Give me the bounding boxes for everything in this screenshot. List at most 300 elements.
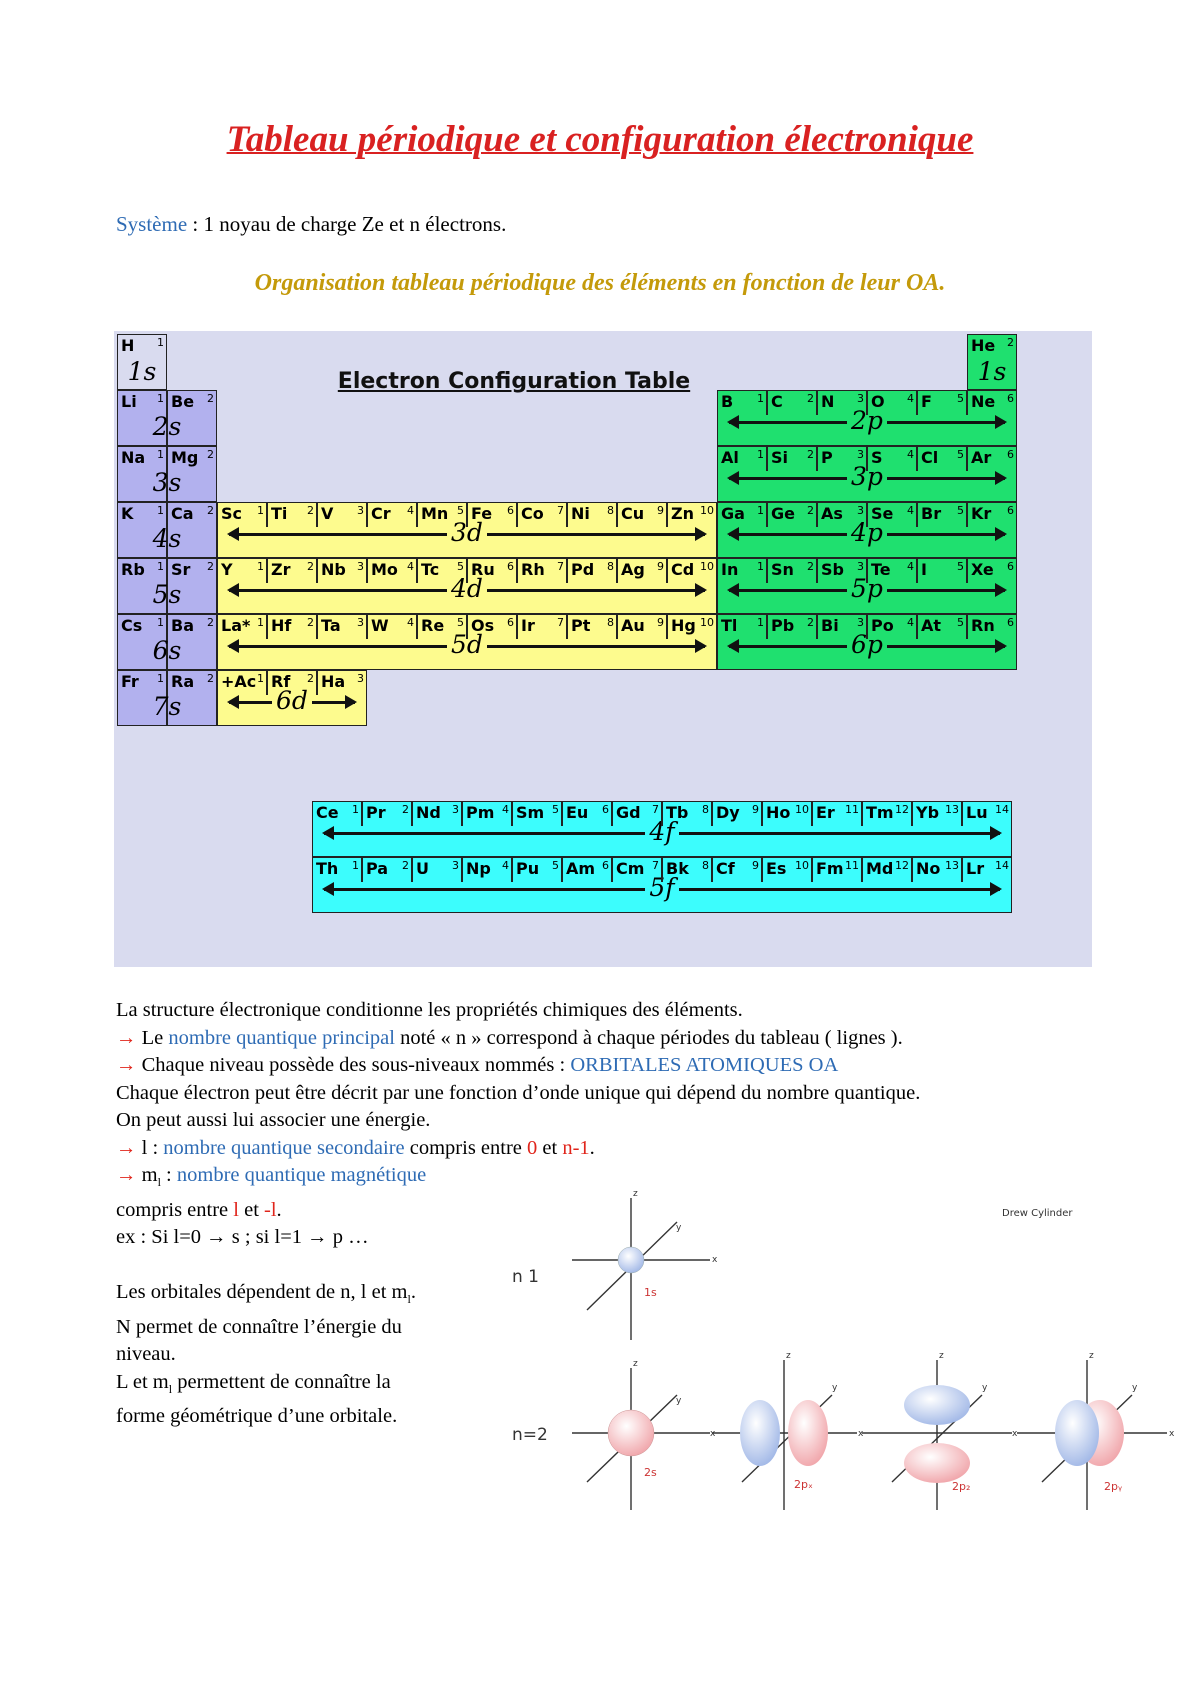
text-fragment: L et m — [116, 1370, 169, 1393]
element-symbol: Cm — [616, 859, 645, 878]
axis-label-y: y — [676, 1396, 682, 1406]
element-symbol: Au — [621, 616, 645, 635]
arrow-icon: → — [116, 1054, 137, 1076]
element-symbol: Np — [466, 859, 491, 878]
text-line-9: ex : Si l=0 → s ; si l=1 → p … — [116, 1226, 369, 1249]
element-cell — [417, 558, 467, 583]
element-symbol: Ga — [721, 504, 745, 523]
element-symbol: Ne — [971, 392, 996, 411]
level-label-n2: n=2 — [512, 1425, 548, 1445]
electron-count: 7 — [557, 504, 564, 517]
electron-count: 3 — [857, 616, 864, 629]
element-symbol: Tl — [721, 616, 738, 635]
electron-count: 1 — [157, 392, 164, 405]
element-cell — [317, 558, 367, 583]
section-subtitle: Organisation tableau périodique des éléments en fonction de leur OA. — [254, 270, 946, 296]
electron-count: 13 — [945, 803, 959, 816]
electron-count: 5 — [957, 392, 964, 405]
highlight-term: nombre quantique secondaire — [163, 1136, 405, 1159]
element-cell — [312, 801, 362, 826]
element-symbol: Rn — [971, 616, 995, 635]
element-symbol: Er — [816, 803, 835, 822]
electron-count: 1 — [257, 672, 264, 685]
element-symbol: Lr — [966, 859, 985, 878]
element-symbol: Fm — [816, 859, 844, 878]
element-symbol: Re — [421, 616, 445, 635]
electron-count: 6 — [602, 803, 609, 816]
electron-count: 11 — [845, 859, 859, 872]
element-symbol: Be — [171, 392, 195, 411]
element-cell — [817, 502, 867, 527]
element-cell — [712, 801, 762, 826]
element-symbol: Se — [871, 504, 894, 523]
axis-label-z: z — [786, 1351, 791, 1361]
element-symbol: W — [371, 616, 389, 635]
text-fragment: et — [238, 1198, 265, 1221]
element-symbol: Pu — [516, 859, 540, 878]
system-label: Système — [116, 212, 188, 236]
element-cell — [762, 857, 812, 882]
element-symbol: Hf — [271, 616, 292, 635]
subshell-label: 5f — [645, 873, 678, 902]
element-cell — [317, 670, 367, 695]
electron-count: 8 — [607, 504, 614, 517]
element-symbol: Am — [566, 859, 596, 878]
axis-label-z: z — [633, 1190, 638, 1199]
element-cell — [317, 502, 367, 527]
element-symbol: Gd — [616, 803, 641, 822]
element-cell — [667, 558, 717, 583]
element-symbol: Ni — [571, 504, 590, 523]
element-cell — [617, 614, 667, 639]
axis-label-x: x — [1169, 1429, 1175, 1439]
element-cell — [717, 614, 767, 639]
electron-count: 3 — [857, 448, 864, 461]
electron-count: 10 — [700, 504, 714, 517]
electron-count: 2 — [207, 392, 214, 405]
element-symbol: Sm — [516, 803, 545, 822]
element-cell — [862, 801, 912, 826]
element-symbol: La* — [221, 616, 251, 635]
element-symbol: Ra — [171, 672, 195, 691]
element-symbol: Zr — [271, 560, 291, 579]
electron-count: 1 — [257, 504, 264, 517]
electron-count: 6 — [1007, 504, 1014, 517]
element-cell — [962, 801, 1012, 826]
electron-count: 1 — [757, 616, 764, 629]
electron-count: 6 — [1007, 392, 1014, 405]
subshell-label: 3d — [447, 518, 487, 547]
electron-count: 8 — [702, 859, 709, 872]
element-symbol: U — [416, 859, 429, 878]
electron-count: 2 — [207, 616, 214, 629]
text-line-12: niveau. — [116, 1343, 176, 1366]
element-symbol: Pr — [366, 803, 386, 822]
electron-count: 2 — [807, 392, 814, 405]
system-line — [116, 212, 506, 237]
element-symbol: Rb — [121, 560, 145, 579]
element-symbol: B — [721, 392, 734, 411]
element-cell — [517, 558, 567, 583]
element-symbol: Bi — [821, 616, 839, 635]
element-symbol: Pb — [771, 616, 795, 635]
element-symbol: Ho — [766, 803, 791, 822]
element-cell — [717, 390, 767, 415]
subscript: l — [157, 1175, 161, 1190]
highlight-term: ORBITALES ATOMIQUES OA — [570, 1054, 839, 1076]
element-symbol: Rh — [521, 560, 545, 579]
element-cell — [867, 502, 917, 527]
element-symbol: Md — [866, 859, 894, 878]
electron-count: 7 — [557, 616, 564, 629]
text-fragment: : — [160, 1164, 177, 1186]
element-symbol: Zn — [671, 504, 694, 523]
element-symbol: C — [771, 392, 783, 411]
axis-label-x: x — [712, 1255, 718, 1265]
subshell-label: 3p — [847, 462, 887, 491]
axis-label-z: z — [1089, 1351, 1094, 1361]
axis-label-y: y — [982, 1383, 988, 1393]
element-symbol: He — [971, 336, 996, 355]
element-cell — [617, 502, 667, 527]
element-symbol: Pd — [571, 560, 595, 579]
text-fragment: . — [276, 1198, 282, 1221]
element-cell — [912, 801, 962, 826]
highlight-value: n-1 — [562, 1136, 590, 1159]
electron-count: 2 — [207, 504, 214, 517]
element-cell — [862, 857, 912, 882]
text-line-11: N permet de connaître l’énergie du — [116, 1315, 402, 1338]
element-cell — [962, 857, 1012, 882]
element-cell — [562, 801, 612, 826]
element-cell — [612, 857, 662, 882]
text-fragment: . — [589, 1136, 595, 1159]
element-symbol: O — [871, 392, 885, 411]
element-cell — [667, 502, 717, 527]
element-cell — [667, 614, 717, 639]
element-symbol: Cu — [621, 504, 645, 523]
element-symbol: Tm — [866, 803, 894, 822]
electron-count: 2 — [307, 504, 314, 517]
element-cell — [617, 558, 667, 583]
element-cell — [917, 390, 967, 415]
element-symbol: Eu — [566, 803, 589, 822]
electron-count: 6 — [1007, 448, 1014, 461]
subshell-label: 5s — [152, 580, 182, 609]
electron-count: 2 — [807, 616, 814, 629]
text-fragment: et — [537, 1136, 563, 1159]
electron-count: 3 — [357, 616, 364, 629]
element-symbol: At — [921, 616, 942, 635]
electron-count: 6 — [507, 616, 514, 629]
axis-label-y: y — [676, 1223, 682, 1233]
element-symbol: Y — [221, 560, 233, 579]
element-cell — [217, 614, 267, 639]
electron-count: 12 — [895, 803, 909, 816]
electron-count: 2 — [402, 859, 409, 872]
electron-count: 4 — [907, 560, 914, 573]
element-symbol: Kr — [971, 504, 992, 523]
element-symbol: +Ac — [221, 672, 257, 691]
electron-count: 14 — [995, 803, 1009, 816]
electron-count: 11 — [845, 803, 859, 816]
element-cell — [867, 558, 917, 583]
element-cell — [917, 558, 967, 583]
element-symbol: Sn — [771, 560, 794, 579]
electron-count: 1 — [257, 616, 264, 629]
element-symbol: Pm — [466, 803, 495, 822]
element-cell — [217, 558, 267, 583]
element-cell — [717, 446, 767, 471]
text-fragment: permettent de connaître la — [172, 1370, 391, 1393]
text-fragment: m — [136, 1164, 158, 1186]
element-cell — [817, 558, 867, 583]
electron-count: 3 — [452, 803, 459, 816]
electron-count: 1 — [257, 560, 264, 573]
highlight-term: nombre quantique magnétique — [176, 1164, 427, 1186]
element-symbol: Co — [521, 504, 544, 523]
electron-count: 5 — [957, 504, 964, 517]
figure-credit: Drew Cylinder — [1002, 1208, 1073, 1219]
electron-count: 2 — [207, 560, 214, 573]
element-symbol: Ce — [316, 803, 339, 822]
element-cell — [267, 670, 317, 695]
electron-count: 13 — [945, 859, 959, 872]
element-cell — [817, 446, 867, 471]
element-cell — [312, 857, 362, 882]
subscript: l — [407, 1292, 411, 1307]
electron-count: 2 — [307, 672, 314, 685]
text-fragment: Les orbitales dépendent de n, l et m — [116, 1281, 408, 1304]
element-cell — [917, 614, 967, 639]
element-symbol: Ca — [171, 504, 194, 523]
subshell-label: 1s — [127, 357, 157, 386]
element-cell — [767, 614, 817, 639]
electron-count: 2 — [1007, 336, 1014, 349]
element-symbol: Mo — [371, 560, 398, 579]
element-symbol: Te — [871, 560, 891, 579]
electron-count: 4 — [907, 616, 914, 629]
element-cell — [462, 801, 512, 826]
electron-count: 1 — [157, 672, 164, 685]
element-cell — [767, 558, 817, 583]
element-symbol: Pt — [571, 616, 591, 635]
electron-count: 5 — [457, 616, 464, 629]
electron-count: 5 — [552, 859, 559, 872]
element-symbol: Na — [121, 448, 146, 467]
element-symbol: Cd — [671, 560, 695, 579]
element-symbol: Nb — [321, 560, 346, 579]
electron-count: 7 — [557, 560, 564, 573]
orbital-label-2px: 2pₓ — [794, 1478, 813, 1491]
element-symbol: I — [921, 560, 927, 579]
electron-count: 4 — [907, 504, 914, 517]
highlight-value: 0 — [527, 1136, 538, 1159]
element-cell — [562, 857, 612, 882]
electron-count: 1 — [157, 504, 164, 517]
subshell-label: 4f — [645, 817, 678, 846]
element-symbol: Bk — [666, 859, 689, 878]
element-cell — [662, 801, 712, 826]
element-symbol: N — [821, 392, 835, 411]
text-fragment: compris entre — [116, 1198, 234, 1221]
orbital-label-2pz: 2p₂ — [952, 1480, 971, 1493]
element-cell — [412, 801, 462, 826]
element-symbol: No — [916, 859, 941, 878]
arrow-icon: → — [116, 1164, 137, 1186]
subshell-label: 1s — [977, 357, 1007, 386]
element-symbol: Si — [771, 448, 789, 467]
subshell-label: 3s — [152, 468, 182, 497]
element-symbol: Lu — [966, 803, 988, 822]
text-line-1: La structure électronique conditionne les propriétés chimiques des éléments. — [116, 999, 743, 1021]
subshell-label: 4s — [152, 524, 182, 553]
electron-count: 14 — [995, 859, 1009, 872]
subshell-label: 5p — [847, 574, 887, 603]
element-cell — [467, 558, 517, 583]
element-symbol: F — [921, 392, 932, 411]
electron-count: 6 — [507, 504, 514, 517]
element-symbol: Nd — [416, 803, 441, 822]
element-cell — [412, 857, 462, 882]
text-line-4: Chaque électron peut être décrit par une fonction d’onde unique qui dépend du nombre quantique. — [116, 1081, 921, 1104]
electron-count: 6 — [507, 560, 514, 573]
axis-label-y: y — [1132, 1383, 1138, 1393]
element-cell-h — [117, 334, 167, 390]
electron-count: 4 — [907, 392, 914, 405]
element-symbol: In — [721, 560, 739, 579]
element-symbol: As — [821, 504, 843, 523]
element-cell — [967, 446, 1017, 471]
electron-count: 10 — [795, 803, 809, 816]
electron-count: 1 — [757, 504, 764, 517]
element-symbol: Tc — [421, 560, 440, 579]
electron-count: 1 — [157, 616, 164, 629]
arrow-icon: → — [116, 1136, 137, 1159]
element-cell — [567, 558, 617, 583]
element-cell — [362, 801, 412, 826]
element-symbol: Ir — [521, 616, 535, 635]
subshell-label: 4d — [447, 574, 487, 603]
text-fragment: compris entre — [404, 1136, 528, 1159]
subshell-label: 4p — [847, 518, 887, 547]
element-symbol: Ha — [321, 672, 346, 691]
electron-count: 9 — [657, 560, 664, 573]
axis-label-x: x — [858, 1429, 864, 1439]
electron-count: 3 — [857, 392, 864, 405]
element-symbol: Ba — [171, 616, 194, 635]
element-cell — [267, 502, 317, 527]
electron-count: 5 — [552, 803, 559, 816]
element-symbol: Pa — [366, 859, 389, 878]
text-fragment: Le — [136, 1026, 169, 1049]
element-symbol: Dy — [716, 803, 740, 822]
element-cell — [417, 502, 467, 527]
subshell-label: 6d — [272, 686, 312, 715]
element-symbol: Sc — [221, 504, 243, 523]
subshell-label: 7s — [152, 692, 182, 721]
electron-count: 2 — [807, 504, 814, 517]
element-cell — [912, 857, 962, 882]
element-symbol: Al — [721, 448, 739, 467]
electron-count: 9 — [657, 504, 664, 517]
element-cell — [767, 446, 817, 471]
electron-count: 3 — [452, 859, 459, 872]
electron-count: 2 — [807, 560, 814, 573]
element-cell — [967, 614, 1017, 639]
electron-count: 3 — [357, 560, 364, 573]
element-symbol: Cl — [921, 448, 939, 467]
text-fragment: . — [410, 1281, 416, 1304]
element-cell — [267, 614, 317, 639]
element-cell — [462, 857, 512, 882]
subshell-label: 2p — [847, 406, 887, 435]
element-cell — [267, 558, 317, 583]
text-fragment: noté « n » correspond à chaque périodes du tableau ( lignes ). — [394, 1026, 903, 1049]
element-cell — [517, 502, 567, 527]
element-cell — [367, 502, 417, 527]
element-symbol: K — [121, 504, 134, 523]
electron-count: 9 — [752, 859, 759, 872]
element-symbol: Fr — [121, 672, 139, 691]
orbital-label-2s: 2s — [644, 1466, 657, 1479]
electron-count: 3 — [857, 504, 864, 517]
element-symbol: Ag — [621, 560, 645, 579]
element-cell — [567, 614, 617, 639]
electron-count: 2 — [807, 448, 814, 461]
orbital-label-2py: 2pᵧ — [1104, 1480, 1123, 1493]
electron-count: 5 — [957, 560, 964, 573]
element-cell — [967, 502, 1017, 527]
electron-count: 5 — [457, 560, 464, 573]
electron-count: 4 — [407, 616, 414, 629]
electron-count: 1 — [157, 336, 164, 349]
element-cell — [512, 801, 562, 826]
element-cell-he — [967, 334, 1017, 390]
element-symbol: S — [871, 448, 883, 467]
electron-count: 1 — [757, 392, 764, 405]
table-title: Electron Configuration Table — [337, 369, 691, 394]
text-line-6 — [116, 1135, 920, 1163]
element-symbol: Sb — [821, 560, 844, 579]
element-cell — [367, 558, 417, 583]
element-cell — [467, 614, 517, 639]
element-cell — [812, 857, 862, 882]
electron-count: 4 — [502, 859, 509, 872]
element-symbol: Br — [921, 504, 942, 523]
element-cell — [967, 558, 1017, 583]
electron-count: 2 — [307, 560, 314, 573]
element-symbol: Li — [121, 392, 137, 411]
element-cell — [467, 502, 517, 527]
electron-count: 10 — [700, 616, 714, 629]
electron-count: 3 — [857, 560, 864, 573]
electron-count: 5 — [457, 504, 464, 517]
text-fragment: Chaque niveau possède des sous-niveaux nommés : — [136, 1054, 571, 1076]
element-cell — [362, 857, 412, 882]
highlight-value: -l — [264, 1198, 277, 1221]
electron-count: 2 — [207, 448, 214, 461]
text-line-3 — [116, 1052, 920, 1080]
axis-label-z: z — [939, 1351, 944, 1361]
axis-label-y: y — [832, 1383, 838, 1393]
electron-count: 1 — [757, 560, 764, 573]
element-symbol: Sr — [171, 560, 191, 579]
element-symbol: Ge — [771, 504, 795, 523]
electron-count: 10 — [795, 859, 809, 872]
element-symbol: Fe — [471, 504, 493, 523]
electron-count: 7 — [652, 859, 659, 872]
